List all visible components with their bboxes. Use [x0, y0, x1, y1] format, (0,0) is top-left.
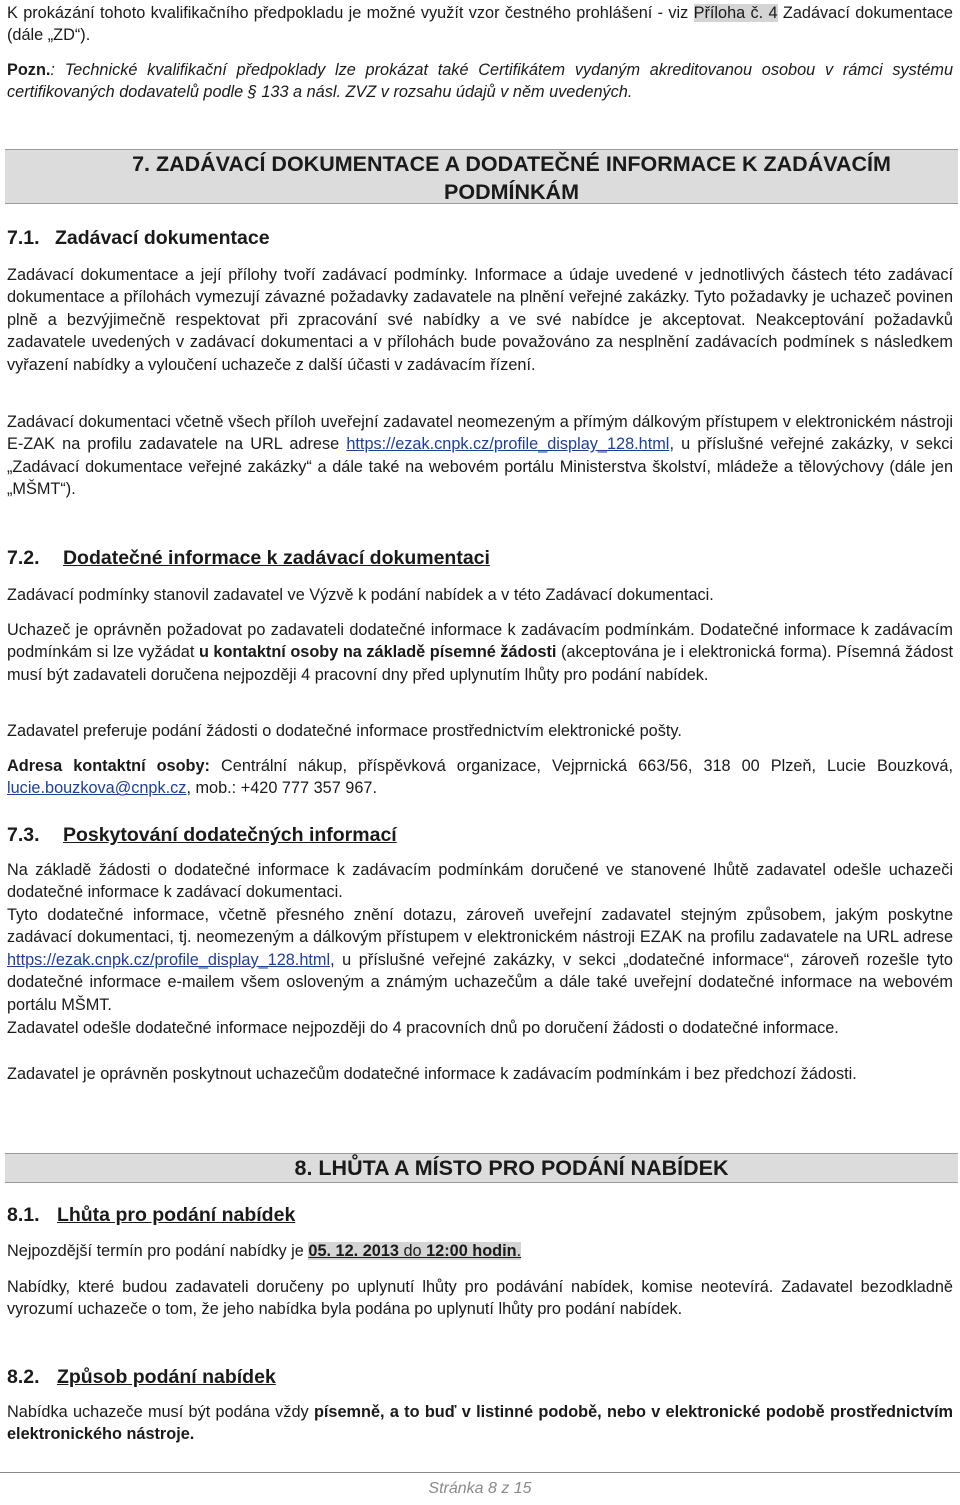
- section-7-3-paragraph-2: Tyto dodatečné informace, včetně přesného znění dotazu, zároveň uveřejní zadavatel stejným způsobem, jakým poskytne zadávací dokumentaci, tj. neomezeným a dálkovým přístupem v elektronickém nástroji EZAK na profilu zadavatele na URL adrese https://ezak.cnpk.cz/profile_display_128.html, u příslušné veřejné zakázky, v sekci „dodatečné informace“, zároveň rozešle tyto dodatečné informace e-mailem všem osloveným a známým uchazečům a dále také uveřejní dodatečné informace na webovém portálu MŠMT.: [7, 906, 953, 1014]
- page-number: Stránka 8 z 15: [428, 1480, 532, 1497]
- section-8-1-paragraph-2: Nabídky, které budou zadavateli doručeny po uplynutí lhůty pro podávání nabídek, komise neotevírá. Zadavatel bezodkladně vyrozumí uchazeče o tom, že jeho nabídka byla podána po uplynutí lhůty pro podání nabídek.: [7, 1278, 953, 1319]
- section-8-1-heading: 8.1. Lhůta pro podání nabídek: [7, 1204, 296, 1226]
- section-7-3-paragraph-1: Na základě žádosti o dodatečné informace k zadávacím podmínkám doručené ve stanovené lhůtě zadavatel odešle uchazeči dodatečné informace k zadávací dokumentaci.: [7, 861, 953, 902]
- section-7-3-paragraph-4: Zadavatel je oprávněn poskytnout uchazečům dodatečné informace k zadávacím podmínkám i bez předchozí žádosti.: [7, 1065, 857, 1083]
- deadline-date: 05. 12. 2013: [308, 1242, 399, 1260]
- chapter-7-heading: 7. ZADÁVACÍ DOKUMENTACE A DODATEČNÉ INFORMACE K ZADÁVACÍM PODMÍNKÁM: [5, 149, 958, 204]
- section-7-2-paragraph-3: Zadavatel preferuje podání žádosti o dodatečné informace prostřednictvím elektronické pošty.: [7, 722, 682, 740]
- deadline-value: 05. 12. 2013 do 12:00 hodin.: [308, 1242, 522, 1260]
- section-7-1-heading: 7.1. Zadávací dokumentace: [7, 227, 270, 249]
- annex-reference: Příloha č. 4: [693, 4, 778, 22]
- section-7-3-heading: 7.3. Poskytování dodatečných informací: [7, 824, 397, 846]
- intro-paragraph: K prokázání tohoto kvalifikačního předpokladu je možné využít vzor čestného prohlášení - viz Příloha č. 4 Zadávací dokumentace (dále „ZD“).: [7, 4, 953, 45]
- section-8-2-paragraph-1: Nabídka uchazeče musí být podána vždy písemně, a to buď v listinné podobě, nebo v elektronické podobě prostřednictvím elektronického nástroje.: [7, 1403, 953, 1444]
- section-8-2-heading: 8.2. Způsob podání nabídek: [7, 1366, 276, 1388]
- note-paragraph: Pozn.: Technické kvalifikační předpoklady lze prokázat také Certifikátem vydaným akreditovanou osobou v rámci systému certifikovaných dodavatelů podle § 133 a násl. ZVZ v rozsahu údajů v něm uvedených.: [7, 61, 953, 102]
- ezak-profile-link[interactable]: https://ezak.cnpk.cz/profile_display_128.html: [346, 435, 670, 454]
- contact-address-paragraph: Adresa kontaktní osoby: Centrální nákup, příspěvková organizace, Vejprnická 663/56, 318 00 Plzeň, Lucie Bouzková, lucie.bouzkova@cnpk.cz, mob.: +420 777 357 967.: [7, 757, 953, 798]
- ezak-profile-link-2[interactable]: https://ezak.cnpk.cz/profile_display_128.html: [7, 950, 331, 969]
- note-label: Pozn.: [7, 61, 51, 79]
- contact-email-link[interactable]: lucie.bouzkova@cnpk.cz: [7, 779, 187, 798]
- section-7-2-paragraph-1: Zadávací podmínky stanovil zadavatel ve Výzvě k podání nabídek a v této Zadávací dokumentaci.: [7, 586, 714, 604]
- chapter-8-heading: 8. LHŮTA A MÍSTO PRO PODÁNÍ NABÍDEK: [5, 1153, 958, 1183]
- deadline-paragraph: Nejpozdější termín pro podání nabídky je 05. 12. 2013 do 12:00 hodin.: [7, 1242, 522, 1260]
- section-7-2-paragraph-2: Uchazeč je oprávněn požadovat po zadavateli dodatečné informace k zadávacím podmínkám. Dodatečné informace k zadávacím podmínkám si lze vyžádat u kontaktní osoby na základě písemné žádosti (akceptována je i elektronická forma). Písemná žádost musí být zadavateli doručena nejpozději 4 pracovní dny před uplynutím lhůty pro podání nabídek.: [7, 621, 953, 684]
- section-7-1-paragraph-2: Zadávací dokumentaci včetně všech příloh uveřejní zadavatel neomezeným a přímým dálkovým přístupem v elektronickém nástroji E-ZAK na profilu zadavatele na URL adrese https://ezak.cnpk.cz/profile_display_128.html, u příslušné veřejné zakázky, v sekci „Zadávací dokumentace veřejné zakázky“ a dále také na webovém portálu Ministerstva školství, mládeže a tělovýchovy (dále jen „MŠMT“).: [7, 413, 953, 499]
- deadline-time: 12:00 hodin: [426, 1242, 517, 1260]
- section-7-2-heading: 7.2. Dodatečné informace k zadávací dokumentaci: [7, 547, 490, 569]
- page-footer: [0, 1472, 960, 1505]
- section-7-1-paragraph-1: Zadávací dokumentace a její přílohy tvoří zadávací podmínky. Informace a údaje uvedené v jednotlivých částech této zadávací dokumentace a přílohách vymezují závazné požadavky zadavatele na plnění veřejné zakázky. Tyto požadavky je uchazeč povinen plně a bezvýjimečně respektovat při zpracování své nabídky a ve své nabídce je akceptovat. Neakceptování požadavků zadavatele uvedených v zadávací dokumentaci a v přílohách bude považováno za nesplnění zadávacích podmínek s následkem vyřazení nabídky a vyloučení uchazeče z další účasti v zadávacím řízení.: [7, 266, 953, 374]
- section-7-3-paragraph-3: Zadavatel odešle dodatečné informace nejpozději do 4 pracovních dnů po doručení žádosti o dodatečné informace.: [7, 1019, 839, 1037]
